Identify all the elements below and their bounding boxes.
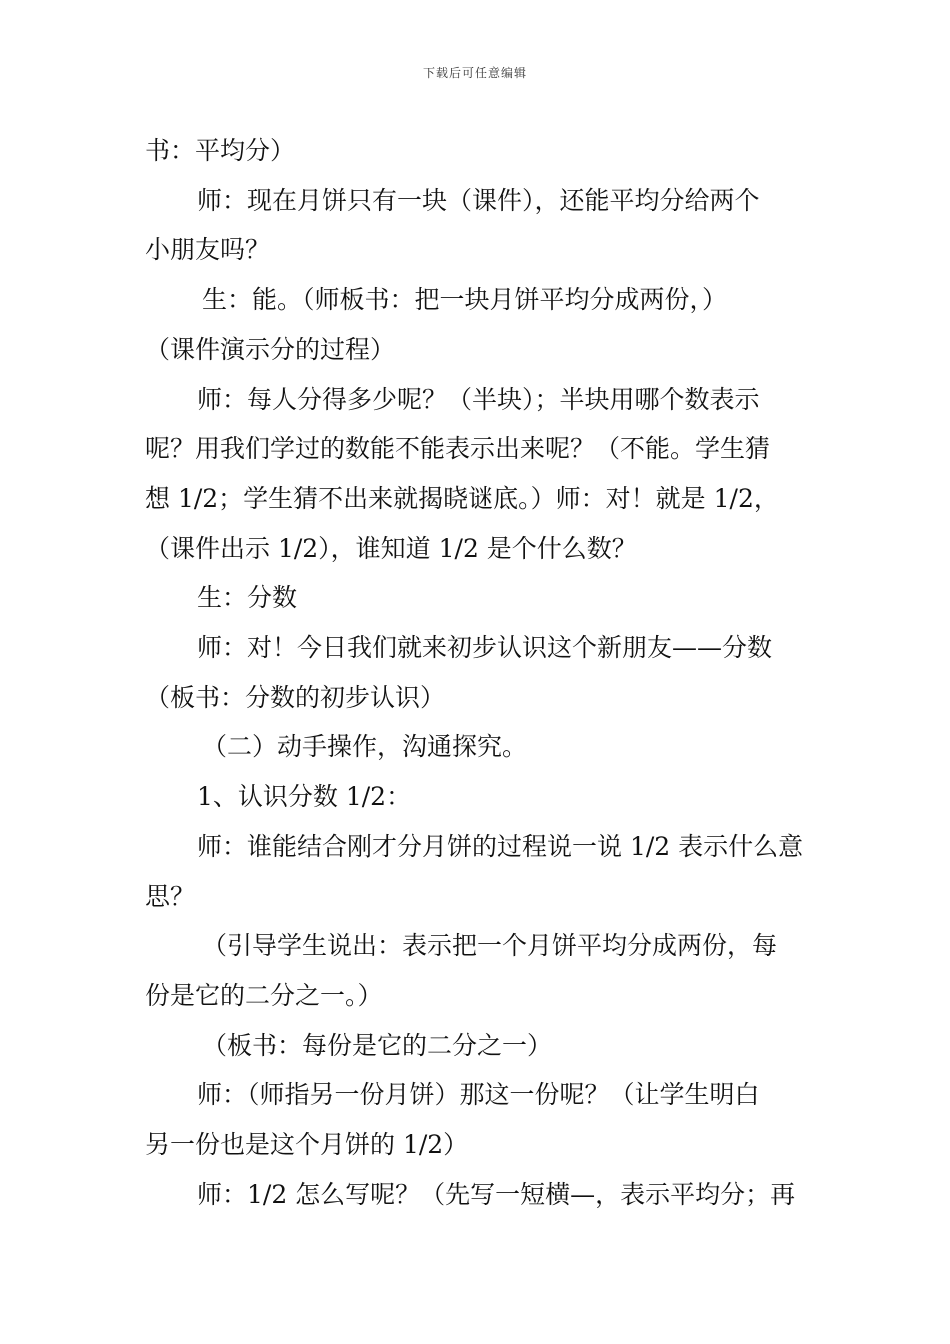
text-line: 想 1/2；学生猜不出来就揭晓谜底。）师：对！就是 1/2， bbox=[145, 483, 779, 513]
text-line: （课件演示分的过程） bbox=[145, 334, 396, 364]
text-line: 生：分数 bbox=[197, 583, 298, 613]
text-line: 生：能。（师板书：把一块月饼平均分成两份，） bbox=[202, 285, 728, 315]
text-line: 1、认识分数 1/2： bbox=[197, 782, 412, 812]
text-line: 师：现在月饼只有一块（课件），还能平均分给两个 bbox=[197, 185, 760, 215]
page-header: 下载后可任意编辑 bbox=[422, 66, 527, 80]
text-line: （课件出示 1/2），谁知道 1/2 是个什么数？ bbox=[145, 533, 637, 563]
text-line: 师：谁能结合刚才分月饼的过程说一说 1/2 表示什么意 bbox=[197, 831, 804, 861]
text-line: （板书：每份是它的二分之一） bbox=[202, 1030, 553, 1060]
text-line: 另一份也是这个月饼的 1/2） bbox=[145, 1130, 469, 1160]
text-line: 师：每人分得多少呢？（半块）；半块用哪个数表示 bbox=[197, 384, 760, 414]
text-line: 师：对！今日我们就来初步认识这个新朋友——分数 bbox=[197, 633, 773, 663]
text-line: （板书：分数的初步认识） bbox=[145, 682, 446, 712]
text-line: 小朋友吗？ bbox=[145, 235, 271, 265]
text-line: 思？ bbox=[145, 881, 196, 911]
text-line: （二）动手操作，沟通探究。 bbox=[202, 732, 528, 762]
document-body bbox=[145, 126, 810, 1219]
text-line: 呢？用我们学过的数能不能表示出来呢？（不能。学生猜 bbox=[145, 434, 771, 464]
text-line: 书：平均分） bbox=[145, 136, 296, 165]
text-line: 份是它的二分之一。） bbox=[145, 980, 383, 1010]
text-line: （引导学生说出：表示把一个月饼平均分成两份，每 bbox=[202, 931, 778, 961]
text-line: 师：（师指另一份月饼）那这一份呢？（让学生明白 bbox=[197, 1080, 760, 1110]
text-line: 师：1/2 怎么写呢？（先写一短横—，表示平均分；再 bbox=[197, 1179, 796, 1209]
